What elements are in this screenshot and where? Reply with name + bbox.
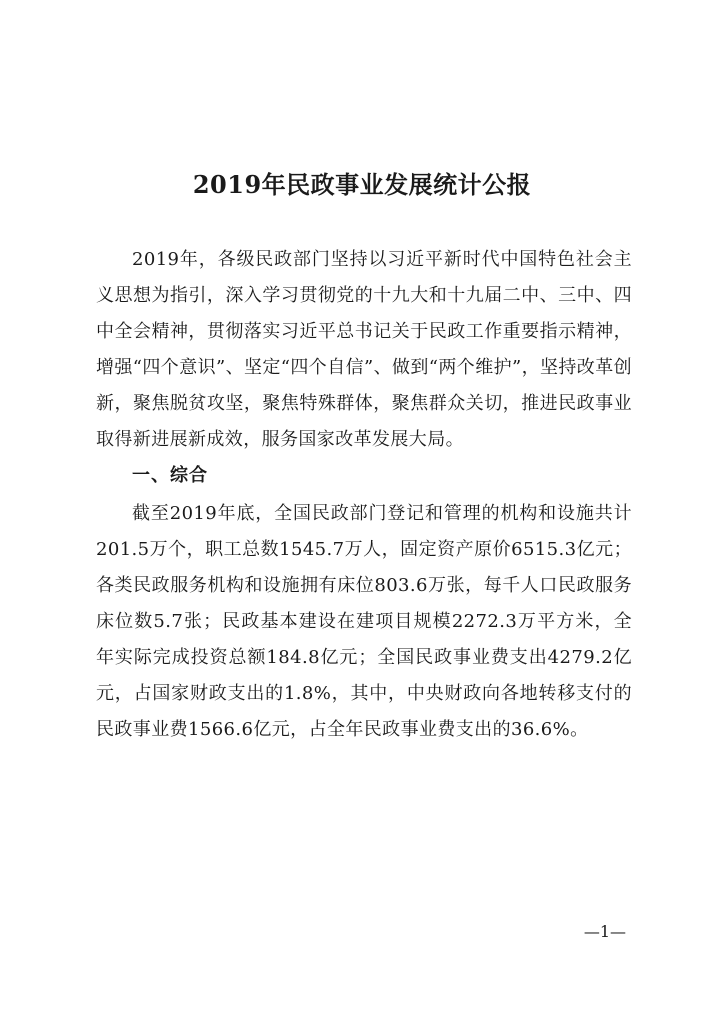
section-paragraph: 截至2019年底，全国民政部门登记和管理的机构和设施共计201.5万个，职工总数1545.7万人，固定资产原价6515.3亿元；各类民政服务机构和设施拥有床位803.6万张，每千人口民政服务床位数5.7张；民政基本建设在建项目规模2272.3万平方米，全年实际完成投资总额184.8亿元；全国民政事业费支出4279.2亿元，占国家财政支出的1.8%，其中，中央财政向各地转移支付的民政事业费1566.6亿元，占全年民政事业费支出的36.6%。 <box>96 503 632 740</box>
page-number: —1— <box>583 922 626 941</box>
intro-paragraph: 2019年，各级民政部门坚持以习近平新时代中国特色社会主义思想为指引，深入学习贯彻党的十九大和十九届二中、三中、四中全会精神，贯彻落实习近平总书记关于民政工作重要指示精神，增强“四个意识”、坚定“四个自信”、做到“两个维护”，坚持改革创新，聚焦脱贫攻坚，聚焦特殊群体，聚焦群众关切，推进民政事业取得新进展新成效，服务国家改革发展大局。 <box>96 249 633 450</box>
page-title: 2019年民政事业发展统计公报 <box>192 170 532 199</box>
section-heading: 一、综合 <box>132 465 208 486</box>
